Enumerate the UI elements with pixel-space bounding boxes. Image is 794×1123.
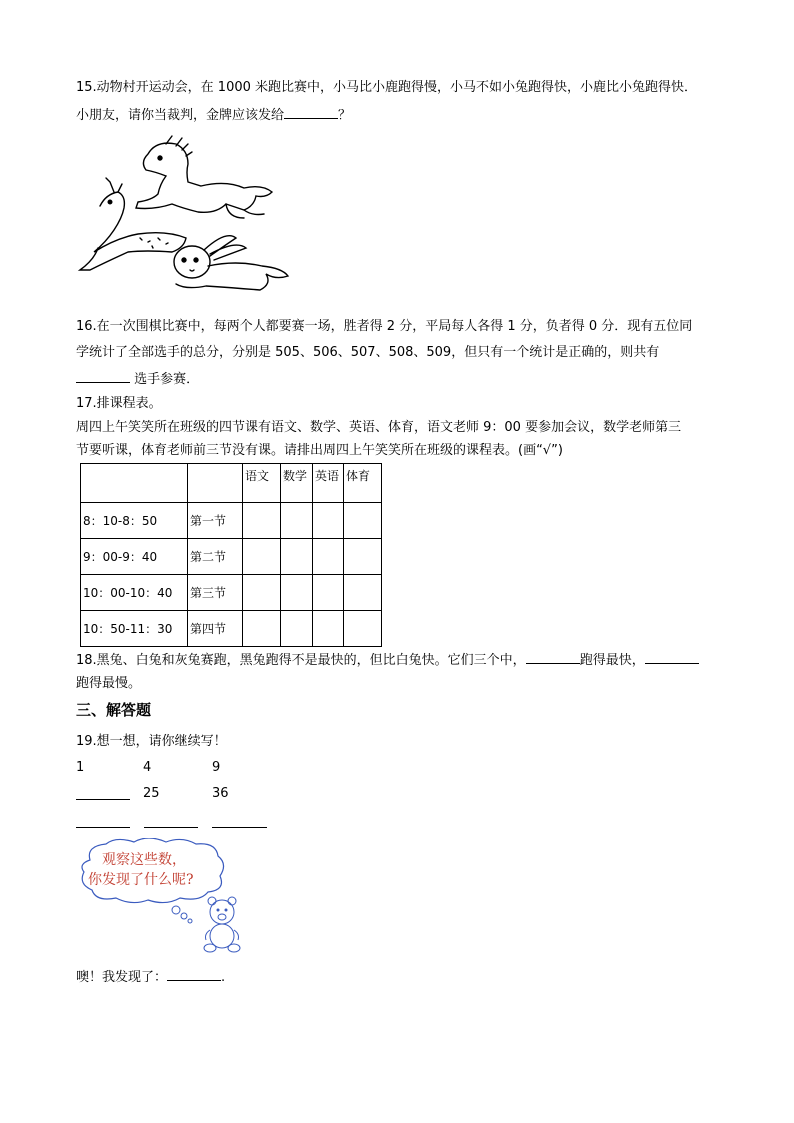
bear-icon	[204, 897, 240, 952]
check-cell[interactable]	[281, 503, 313, 539]
thought-bubble-text	[88, 850, 194, 890]
q15-text: 小朋友，请你当裁判，金牌应该发给	[76, 108, 285, 123]
check-cell[interactable]	[281, 575, 313, 611]
q16-text-end: 选手参赛．	[134, 372, 200, 387]
check-cell[interactable]	[243, 539, 281, 575]
row-period: 第四节	[188, 611, 243, 647]
section-heading: 三、解答题	[76, 701, 152, 719]
row-time: 10：00-10：40	[81, 575, 188, 611]
q15-line2	[76, 104, 351, 126]
bubble-line-1: 观察这些数，	[102, 852, 186, 868]
q18-text-mid: 跑得最快，	[579, 653, 645, 668]
header-cell-math: 数学	[281, 464, 313, 503]
row-period: 第三节	[188, 575, 243, 611]
q17-line1: 周四上午笑笑所在班级的四节课有语文、数学、英语、体育，语文老师 9：00 要参加会议，数学老师第三	[76, 420, 682, 435]
sequence-number: 9	[212, 760, 221, 775]
table-row	[81, 503, 382, 539]
sequence-blank[interactable]	[76, 827, 130, 828]
check-cell[interactable]	[344, 503, 382, 539]
table-row	[81, 575, 382, 611]
rabbit-drawing	[174, 236, 288, 290]
check-cell[interactable]	[313, 575, 344, 611]
header-cell-time	[81, 464, 188, 503]
check-cell[interactable]	[281, 539, 313, 575]
check-cell[interactable]	[344, 539, 382, 575]
table-row	[81, 611, 382, 647]
check-cell[interactable]	[313, 503, 344, 539]
horse-drawing	[136, 136, 272, 218]
q19-title: 19.想一想，请你继续写！	[76, 734, 227, 749]
q19-answer-end: .	[221, 970, 226, 985]
q18-line2: 跑得最慢。	[76, 676, 142, 691]
check-cell[interactable]	[313, 611, 344, 647]
check-cell[interactable]	[313, 539, 344, 575]
sequence-blank[interactable]	[76, 799, 130, 800]
sequence-number: 36	[212, 786, 229, 801]
q18-blank-slowest[interactable]	[645, 649, 699, 664]
sequence-number: 4	[143, 760, 152, 775]
q16-line3	[76, 368, 199, 390]
header-cell-chinese: 语文	[243, 464, 281, 503]
animals-illustration	[76, 134, 302, 300]
row-time: 10：50-11：30	[81, 611, 188, 647]
sequence-blank[interactable]	[212, 827, 267, 828]
check-cell[interactable]	[243, 575, 281, 611]
q16-answer-blank[interactable]	[76, 368, 130, 383]
q19-answer-line	[76, 966, 225, 988]
row-period: 第二节	[188, 539, 243, 575]
sequence-blank[interactable]	[144, 827, 198, 828]
sequence-number: 25	[143, 786, 160, 801]
bubble-line-2: 你发现了什么呢?	[88, 872, 194, 888]
check-cell[interactable]	[344, 575, 382, 611]
sequence-number: 1	[76, 760, 85, 775]
q18-text: 18.黑兔、白兔和灰兔赛跑，黑兔跑得不是最快的，但比白兔快。它们三个中，	[76, 653, 526, 668]
q18-line1	[76, 649, 699, 671]
q15-text-end: ？	[338, 108, 352, 123]
row-period: 第一节	[188, 503, 243, 539]
header-cell-english: 英语	[313, 464, 344, 503]
q19-answer-text: 噢！我发现了：	[76, 970, 168, 985]
row-time: 9：00-9：40	[81, 539, 188, 575]
schedule-table	[80, 463, 382, 647]
q19-answer-blank[interactable]	[167, 966, 221, 981]
check-cell[interactable]	[344, 611, 382, 647]
q17-title: 17.排课程表。	[76, 396, 162, 411]
check-cell[interactable]	[243, 503, 281, 539]
deer-drawing	[80, 178, 186, 270]
header-cell-period	[188, 464, 243, 503]
check-cell[interactable]	[243, 611, 281, 647]
header-cell-pe: 体育	[344, 464, 382, 503]
q17-line2: 节要听课，体育老师前三节没有课。请排出周四上午笑笑所在班级的课程表。(画“√”)	[76, 443, 563, 458]
table-row	[81, 539, 382, 575]
row-time: 8：10-8：50	[81, 503, 188, 539]
q18-blank-fastest[interactable]	[526, 649, 580, 664]
q15-answer-blank[interactable]	[284, 104, 338, 119]
q16-line2: 学统计了全部选手的总分，分别是 505、506、507、508、509，但只有一个统计是正确的，则共有	[76, 345, 660, 360]
table-header-row	[81, 464, 382, 503]
q16-line1: 16.在一次围棋比赛中，每两个人都要赛一场，胜者得 2 分，平局每人各得 1 分，负者得 0 分．现有五位同	[76, 319, 693, 334]
check-cell[interactable]	[281, 611, 313, 647]
q15-line1: 15.动物村开运动会，在 1000 米跑比赛中，小马比小鹿跑得慢，小马不如小兔跑得快，小鹿比小兔跑得快．	[76, 80, 698, 95]
